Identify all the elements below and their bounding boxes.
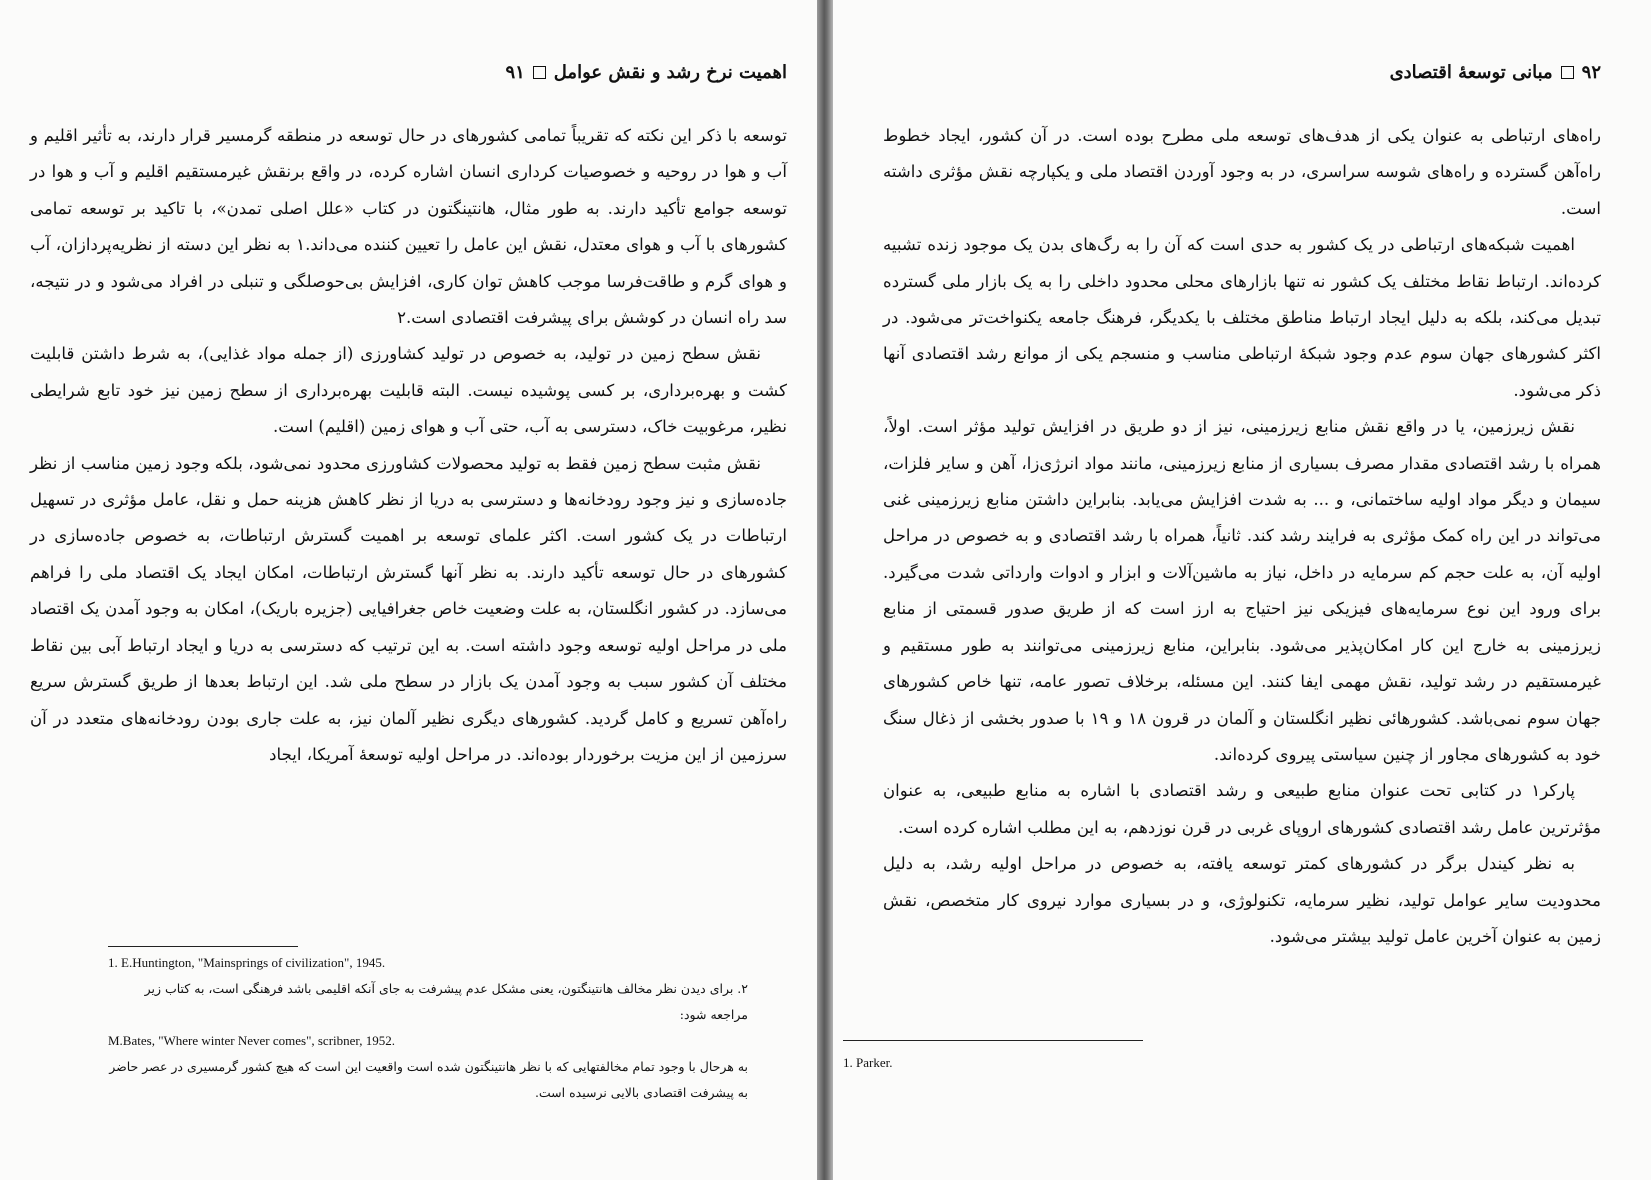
running-title: اهمیت نرخ رشد و نقش عوامل: [553, 62, 787, 83]
running-title: مبانی توسعهٔ اقتصادی: [1389, 62, 1553, 83]
footnote-1: 1. Parker.: [843, 1055, 893, 1070]
footnote-2-continued: به هرحال با وجود تمام مخالفتهایی که با نظر هانتینگتون شده است واقعیت این است که هیچ کشور گرمسیری در عصر حاضر به پیشرفت اقتصادی بالایی نرسیده است.: [109, 1059, 748, 1100]
footnotes: [108, 950, 748, 1106]
page-header: [505, 62, 787, 83]
paragraph: نقش زیرزمین، یا در واقع نقش منابع زیرزمینی، نیز از دو طریق در افزایش تولید مؤثر است. اولاً، همراه با رشد اقتصادی مقدار مصرف بسیاری از منابع زیرزمینی، مانند مواد انرژی‌زا، آهن و سایر فلزات، سیمان و دیگر مواد اولیه ساختمانی، و ... به شدت افزایش می‌یابد. بنابراین داشتن منابع زیرزمینی غنی می‌تواند در این راه کمک مؤثری به فرایند رشد کند. ثانیاً، همراه با رشد اقتصادی و به خصوص در مراحل اولیه آن، به علت حجم کم سرمایه در داخل، نیاز به ماشین‌آلات و ابزار و ادوات وارداتی شدت می‌گیرد. برای ورود این نوع سرمایه‌های فیزیکی نیز احتیاج به ارز است که از طریق صدور قسمتی از منابع زیرزمینی به خارج این کار امکان‌پذیر می‌شود. بنابراین، منابع زیرزمینی می‌توانند به طور مستقیم و غیرمستقیم در رشد تولید، نقش مهمی ایفا کنند. این مسئله، برخلاف تصور عامه، تنها خاص کشورهای جهان سوم نمی‌باشد. کشورهائی نظیر انگلستان و آلمان در قرون ۱۸ و ۱۹ با صدور بخشی از ذغال سنگ خود به کشورهای مجاور از چنین سیاستی پیروی کرده‌اند.: [883, 417, 1601, 764]
header-box-ornament: [533, 66, 546, 79]
book-gutter: [817, 0, 833, 1180]
paragraph: توسعه با ذکر این نکته که تقریباً تمامی کشورهای در حال توسعه در منطقه گرمسیر قرار دارند، به تأثیر اقلیم و آب و هوا در روحیه و خصوصیات کرداری انسان اشاره کرده، در واقع برنقش غیرمستقیم اقلیم و آب و هوا در توسعه جوامع تأکید دارند. به طور مثال، هانتینگتون در کتاب «علل اصلی تمدن»، با تاکید بر توسعه تمامی کشورهای با آب و هوای معتدل، نقش این عامل را تعیین کننده می‌داند.۱ به نظر این دسته از نظریه‌پردازان، آب و هوای گرم و طاقت‌فرسا موجب کاهش توان کاری، افزایش بی‌حوصلگی و تنبلی در افراد می‌شود و در نتیجه، سد راه انسان در کوشش برای پیشرفت اقتصادی است.۲: [30, 126, 787, 328]
page-number: ۹۲: [1581, 62, 1601, 83]
footnote-divider: [108, 946, 298, 947]
paragraph: راه‌های ارتباطی به عنوان یکی از هدف‌های توسعه ملی مطرح بوده است. در آن کشور، ایجاد خطوط راه‌آهن گسترده و راه‌های شوسه سراسری، در به وجود آوردن اقتصاد ملی و یکپارچه نقش مؤثری داشته است.: [883, 126, 1601, 218]
footnote-1: 1. E.Huntington, "Mainsprings of civilization", 1945.: [108, 955, 386, 970]
paragraph: پارکر۱ در کتابی تحت عنوان منابع طبیعی و رشد اقتصادی با اشاره به منابع طبیعی، به عنوان مؤثرترین عامل رشد اقتصادی کشورهای اروپای غربی در قرن نوزدهم، به این مطلب اشاره کرده است.: [883, 781, 1601, 837]
footnote-divider: [843, 1040, 1143, 1041]
page-header: [1390, 62, 1601, 83]
right-page: [833, 0, 1651, 1180]
page-number: ۹۱: [505, 62, 525, 83]
header-box-ornament: [1561, 66, 1574, 79]
paragraph: اهمیت شبکه‌های ارتباطی در یک کشور به حدی است که آن را به رگ‌های بدن یک موجود زنده تشبیه کرده‌اند. ارتباط نقاط مختلف یک کشور نه تنها بازارهای محلی محدود داخلی را به یک بازار ملی گسترده تبدیل می‌کند، بلکه به دلیل ایجاد ارتباط مناطق مختلف با یکدیگر، فرهنگ جامعه یکنواخت‌تر می‌شود. در اکثر کشورهای جهان سوم عدم وجود شبکهٔ ارتباطی مناسب و منسجم یکی از موانع رشد اقتصادی آنها ذکر می‌شود.: [883, 235, 1601, 400]
footnotes: [843, 1050, 1343, 1076]
page-body: [883, 118, 1601, 955]
paragraph: نقش مثبت سطح زمین فقط به تولید محصولات کشاورزی محدود نمی‌شود، بلکه وجود زمین مناسب از نظر جاده‌سازی و نیز وجود رودخانه‌ها و دسترسی به دریا از نظر کاهش هزینه حمل و نقل، عامل مؤثری در تسهیل ارتباطات در یک کشور است. اکثر علمای توسعه بر اهمیت گسترش ارتباطات، به خصوص جاده‌سازی در کشورهای در حال توسعه تأکید دارند. به نظر آنها گسترش ارتباطات، امکان ایجاد یک اقتصاد ملی را فراهم می‌سازد. در کشور انگلستان، به علت وضعیت خاص جغرافیایی (جزیره باریک)، امکان به وجود آمدن یک اقتصاد ملی در مراحل اولیه توسعه وجود داشته است. به این ترتیب که دسترسی به دریا و ایجاد ارتباط آبی بین نقاط مختلف آن کشور سبب به وجود آمدن یک بازار در سطح ملی شد. این ارتباط بعدها از طریق گسترش سریع راه‌آهن تسریع و کامل گردید. کشورهای دیگری نظیر آلمان نیز، به علت جاری بودن رودخانه‌های متعدد در آن سرزمین از این مزیت برخوردار بوده‌اند. در مراحل اولیه توسعهٔ آمریکا، ایجاد: [30, 453, 787, 764]
page-body: [30, 118, 787, 773]
footnote-2: ۲. برای دیدن نظر مخالف هانتینگتون، یعنی مشکل عدم پیشرفت به جای آنکه اقلیمی باشد فرهنگی است، به کتاب زیر مراجعه شود:: [144, 981, 748, 1022]
paragraph: نقش سطح زمین در تولید، به خصوص در تولید کشاورزی (از جمله مواد غذایی)، به شرط داشتن قابلیت کشت و بهره‌برداری، بر کسی پوشیده نیست. البته قابلیت بهره‌برداری از سطح زمین نیز خود تابع شرایطی نظیر، مرغوبیت خاک، دسترسی به آب، حتی آب و هوای زمین (اقلیم) است.: [30, 344, 787, 437]
left-page: [0, 0, 817, 1180]
paragraph: به نظر کیندل برگر در کشورهای کمتر توسعه یافته، به خصوص در مراحل اولیه رشد، به دلیل محدودیت سایر عوامل تولید، نظیر سرمایه، تکنولوژی، و در بسیاری موارد نیروی کار متخصص، نقش زمین به عنوان آخرین عامل تولید بیشتر می‌شود.: [883, 854, 1601, 946]
footnote-2-reference: M.Bates, "Where winter Never comes", scribner, 1952.: [108, 1033, 395, 1048]
